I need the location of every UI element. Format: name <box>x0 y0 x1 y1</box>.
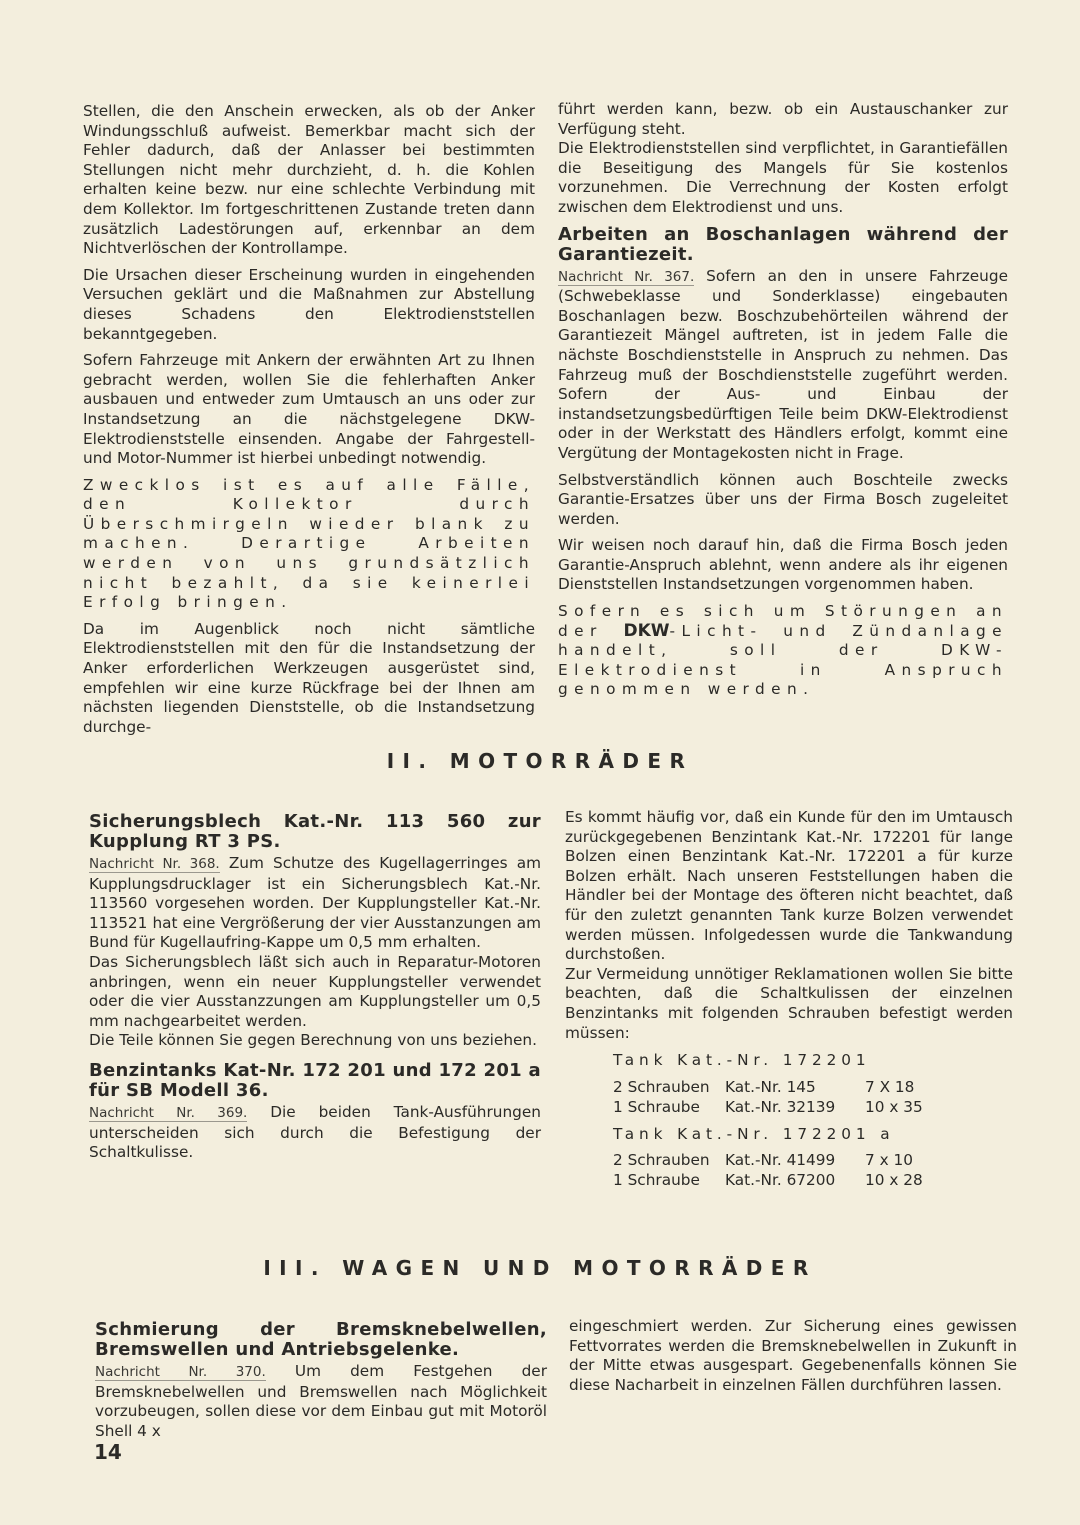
bottom-left-column <box>95 1318 547 1448</box>
tank-heading: Tank Kat.-Nr. 172201 <box>613 1051 871 1070</box>
paragraph: führt werden kann, bezw. ob ein Austauschanker zur Verfügung steht. <box>558 100 1008 138</box>
bottom-right-column <box>569 1317 1017 1402</box>
paragraph <box>89 1103 541 1163</box>
spaced-paragraph: Zwecklos ist es auf alle Fälle, den Kollektor durch Überschmirgeln wieder blank zu machen. Derartige Arbeiten werden von uns grundsätzlich nicht bezahlt, da sie keinerlei Erfolg bringen. <box>83 475 535 612</box>
paragraph-text: Sofern an den in unsere Fahrzeuge (Schwebeklasse und Sonderklasse) eingebauten Boschanlagen bezw. Boschzubehörteilen während der Garantiezeit Mängel auftreten, ist in jedem Falle die nächste Boschdienststelle in Anspruch zu nehmen. Das Fahrzeug muß der Boschdienststelle zugeführt werden. Sofern der Aus- und Einbau der instandsetzungsbedürftigen Teile beim DKW-Elektrodienst oder in der Werkstatt des Händlers erfolgt, kommt eine Vergütung der Montagekosten nicht in Frage. <box>558 266 1008 462</box>
screw-row <box>613 1150 1013 1170</box>
screw-kat: Kat.-Nr. 145 <box>725 1077 816 1096</box>
screw-kat: Kat.-Nr. 67200 <box>725 1171 836 1190</box>
paragraph: Da im Augenblick noch nicht sämtliche Elektrodienststellen mit den für die Instandsetzung der Anker erforderlichen Werkzeugen ausgerüstet sind, empfehlen wir eine kurze Rückfrage bei der Ihnen am nächsten liegenden Dienststelle, ob die Instandsetzung durchge- <box>83 619 535 736</box>
paragraph: eingeschmiert werden. Zur Sicherung eines gewissen Fettvorrates werden die Bremsknebelwellen in Zukunft in der Mitte etwas ausgespart. Gegebenenfalls können Sie diese Nacharbeit in einzelnen Fällen durchführen lassen. <box>569 1317 1017 1394</box>
spaced-paragraph <box>558 602 1008 700</box>
screw-qty: 2 Schrauben <box>613 1151 710 1170</box>
paragraph: Sofern Fahrzeuge mit Ankern der erwähnten Art zu Ihnen gebracht werden, wollen Sie die fehlerhaften Anker ausbauen und entweder zum Umtausch an uns oder zur Instandsetzung an die nächstgelegene DKW-Elektrodienststelle einsenden. Angabe der Fahrgestell- und Motor-Nummer ist hierbei unbedingt notwendig. <box>83 351 535 468</box>
paragraph: Stellen, die den Anschein erwecken, als ob der Anker Windungsschluß aufweist. Bemerkbar macht sich der Fehler dadurch, daß der Anlasser bei bestimmten Stellungen nicht mehr durchzieht, d. h. die Kohlen erhalten keine bezw. nur eine schlechte Verbindung mit dem Kollektor. Im fortgeschrittenen Zustande treten dann zusätzlich Ladestörungen auf, erkennbar an dem Nichtverlöschen der Kontrollampe. <box>83 102 535 258</box>
paragraph <box>95 1362 547 1441</box>
screw-qty: 2 Schrauben <box>613 1077 710 1096</box>
text-part: -Licht- und Zündanlage handelt, soll der DKW-Elektrodienst in Anspruch genommen werden. <box>558 621 1008 699</box>
screw-size: 7 X 18 <box>865 1077 915 1096</box>
paragraph: Die Teile können Sie gegen Berechnung von uns beziehen. <box>89 1031 537 1050</box>
screw-qty: 1 Schraube <box>613 1097 700 1116</box>
section-heading: Schmierung der Bremsknebelwellen, Bremswellen und Antriebsgelenke. <box>95 1319 547 1360</box>
screw-kat: Kat.-Nr. 41499 <box>725 1151 836 1170</box>
paragraph-text: Zum Schutze des Kugellagerringes am Kupplungsdrucklager ist ein Sicherungsblech Kat.-Nr. 113560 vorgesehen worden. Der Kupplungsteller Kat.-Nr. 113521 hat eine Vergrößerung der vier Ausstanzungen am Bund für Kugellaufring-Kappe um 0,5 mm erhalten. <box>89 854 542 952</box>
paragraph: Die Elektrodienststellen sind verpflichtet, in Garantiefällen die Beseitigung des Mangels für Sie kostenlos vorzunehmen. Die Verrechnung der Kosten erfolgt zwischen dem Elektrodienst und uns. <box>558 139 1008 216</box>
message-number: Nachricht Nr. 368. <box>89 856 220 872</box>
text-part: Sofern es sich um Störungen an der <box>558 602 1008 640</box>
screw-size: 10 x 35 <box>865 1097 923 1116</box>
paragraph <box>558 267 1008 464</box>
section-heading: Sicherungsblech Kat.-Nr. 113 560 zur Kupplung RT 3 PS. <box>89 811 541 852</box>
top-left-column <box>83 102 535 744</box>
paragraph: Wir weisen noch darauf hin, daß die Firma Bosch jeden Garantie-Anspruch ablehnt, wenn andere als ihr eigenen Dienststellen Instandsetzungen vorgenommen haben. <box>558 536 1008 594</box>
screw-kat: Kat.-Nr. 32139 <box>725 1097 836 1116</box>
paragraph: Zur Vermeidung unnötiger Reklamationen wollen Sie bitte beachten, daß die Schaltkulissen der einzelnen Benzintanks mit folgenden Schrauben befestigt werden müssen: <box>565 964 1013 1042</box>
message-number: Nachricht Nr. 370. <box>95 1364 266 1380</box>
paragraph <box>89 854 541 953</box>
page-number: 14 <box>94 1440 122 1464</box>
screw-row <box>613 1097 1013 1117</box>
top-right-column <box>558 100 1008 707</box>
mid-right-column <box>565 808 1013 1190</box>
screw-qty: 1 Schraube <box>613 1171 700 1190</box>
screw-row <box>613 1170 1013 1190</box>
dkw-brand: DKW <box>623 620 670 641</box>
mid-left-column <box>89 810 541 1170</box>
paragraph: Es kommt häufig vor, daß ein Kunde für den im Umtausch zurückgegebenen Benzintank Kat.-Nr. 172201 für lange Bolzen einen Benzintank Kat.-Nr. 172201 a für kurze Bolzen erhält. Nach unseren Feststellungen haben die Händler bei der Montage des öfteren nicht beachtet, daß für den zuletzt genannten Tank kurze Bolzen verwendet werden müssen. Infolgedessen wurde die Tankwandung durchstoßen. <box>565 808 1013 964</box>
screw-size: 7 x 10 <box>865 1151 913 1170</box>
paragraph-text: Um dem Festgehen der Bremsknebelwellen und Bremswellen nach Möglichkeit vorzubeugen, sollen diese vor dem Einbau gut mit Motoröl Shell 4 x <box>95 1362 547 1440</box>
message-number: Nachricht Nr. 369. <box>89 1104 248 1121</box>
paragraph: Das Sicherungsblech läßt sich auch in Reparatur-Motoren anbringen, wenn ein neuer Kupplungsteller verwendet oder die vier Ausstanzzungen am Kupplungsteller um 0,5 mm nachgearbeitet werden. <box>89 952 541 1030</box>
section-heading: Arbeiten an Boschanlagen während der Garantiezeit. <box>558 223 1008 265</box>
paragraph: Selbstverständlich können auch Boschteile zwecks Garantie-Ersatzes über uns der Firma Bosch zugeleitet werden. <box>558 470 1008 528</box>
screw-size: 10 x 28 <box>865 1171 923 1190</box>
section-title-motorraeder: II. MOTORRÄDER <box>386 749 694 773</box>
paragraph-text: Die beiden Tank-Ausführungen unterscheiden sich durch die Befestigung der Schaltkulisse. <box>89 1102 541 1162</box>
paragraph: Die Ursachen dieser Erscheinung wurden in eingehenden Versuchen geklärt und die Maßnahmen zur Abstellung dieses Schadens den Elektrodienststellen bekanntgegeben. <box>83 265 535 343</box>
screw-row <box>613 1077 1013 1097</box>
tank-heading: Tank Kat.-Nr. 172201 a <box>613 1124 895 1143</box>
section-title-wagen-und-motorraeder: III. WAGEN UND MOTORRÄDER <box>263 1256 817 1280</box>
section-heading: Benzintanks Kat-Nr. 172 201 und 172 201 a für SB Modell 36. <box>89 1059 541 1101</box>
message-number: Nachricht Nr. 367. <box>558 268 695 285</box>
